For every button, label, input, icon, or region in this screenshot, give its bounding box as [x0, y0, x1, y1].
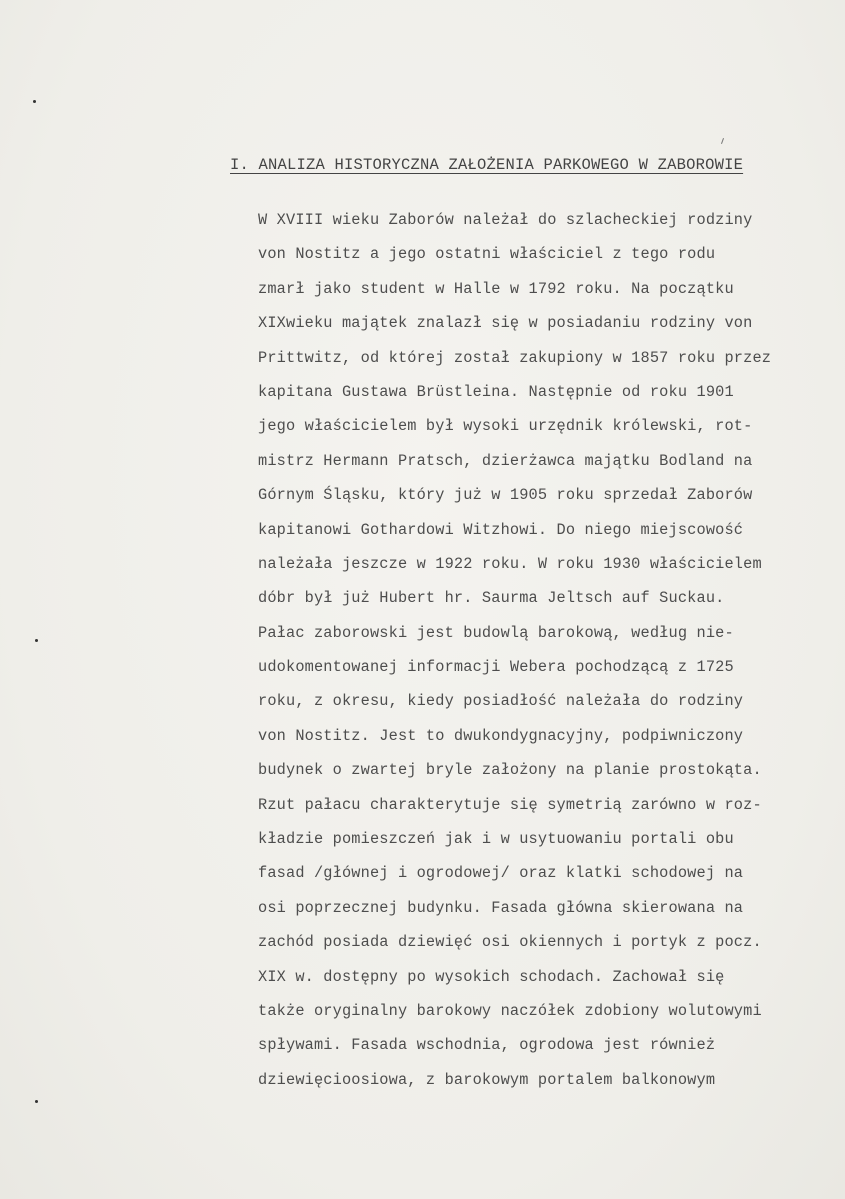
text-line: zachód posiada dziewięć osi okiennych i portyk z pocz. [258, 933, 762, 952]
text-line: fasad /głównej i ogrodowej/ oraz klatki schodowej na [258, 864, 744, 883]
text-line: mistrz Hermann Pratsch, dzierżawca majątku Bodland na [258, 451, 753, 470]
text-line: spływami. Fasada wschodnia, ogrodowa jest również [258, 1036, 716, 1055]
pen-tick [721, 138, 724, 144]
text-line: kapitanowi Gothardowi Witzhowi. Do niego miejscowość [258, 520, 744, 539]
text-line: budynek o zwartej bryle założony na planie prostokąta. [258, 761, 762, 780]
text-line: kładzie pomieszczeń jak i w usytuowaniu portali obu [258, 830, 734, 849]
text-line: roku, z okresu, kiedy posiadłość należała do rodziny [258, 692, 744, 711]
text-line: należała jeszcze w 1922 roku. W roku 1930 właścicielem [258, 554, 762, 573]
text-line: osi poprzecznej budynku. Fasada główna skierowana na [258, 898, 744, 917]
text-line: Pałac zaborowski jest budowlą barokową, według nie- [258, 623, 734, 642]
text-line: także oryginalny barokowy naczółek zdobiony wolutowymi [258, 1001, 762, 1020]
text-line: XIXwieku majątek znalazł się w posiadaniu rodziny von [258, 314, 753, 333]
margin-mark [35, 639, 38, 642]
text-line: Górnym Śląsku, który już w 1905 roku sprzedał Zaborów [258, 486, 753, 505]
text-line: W XVIII wieku Zaborów należał do szlacheckiej rodziny [258, 211, 753, 229]
text-line: zmarł jako student w Halle w 1792 roku. Na początku [258, 279, 734, 298]
margin-mark [35, 1100, 38, 1103]
text-line: jego właścicielem był wysoki urzędnik królewski, rot- [258, 417, 753, 436]
text-line: Prittwitz, od której został zakupiony w 1857 roku przez [258, 348, 772, 367]
text-line: udokomentowanej informacji Webera pochodzącą z 1725 [258, 658, 734, 677]
text-line: von Nostitz. Jest to dwukondygnacyjny, podpiwniczony [258, 726, 744, 745]
text-line: Rzut pałacu charakterytuje się symetrią zarówno w roz- [258, 795, 762, 814]
text-line: von Nostitz a jego ostatni właściciel z tego rodu [258, 245, 716, 264]
text-line: dóbr był już Hubert hr. Saurma Jeltsch auf Suckau. [258, 589, 725, 608]
text-line: dziewięcioosiowa, z barokowym portalem balkonowym [258, 1070, 716, 1089]
text-line: XIX w. dostępny po wysokich schodach. Zachował się [258, 967, 725, 986]
body-text [258, 203, 838, 1097]
margin-mark [33, 100, 36, 103]
text-line: kapitana Gustawa Brüstleina. Następnie od roku 1901 [258, 382, 734, 401]
section-heading: I. ANALIZA HISTORYCZNA ZAŁOŻENIA PARKOWEGO W ZABOROWIE [230, 156, 744, 174]
